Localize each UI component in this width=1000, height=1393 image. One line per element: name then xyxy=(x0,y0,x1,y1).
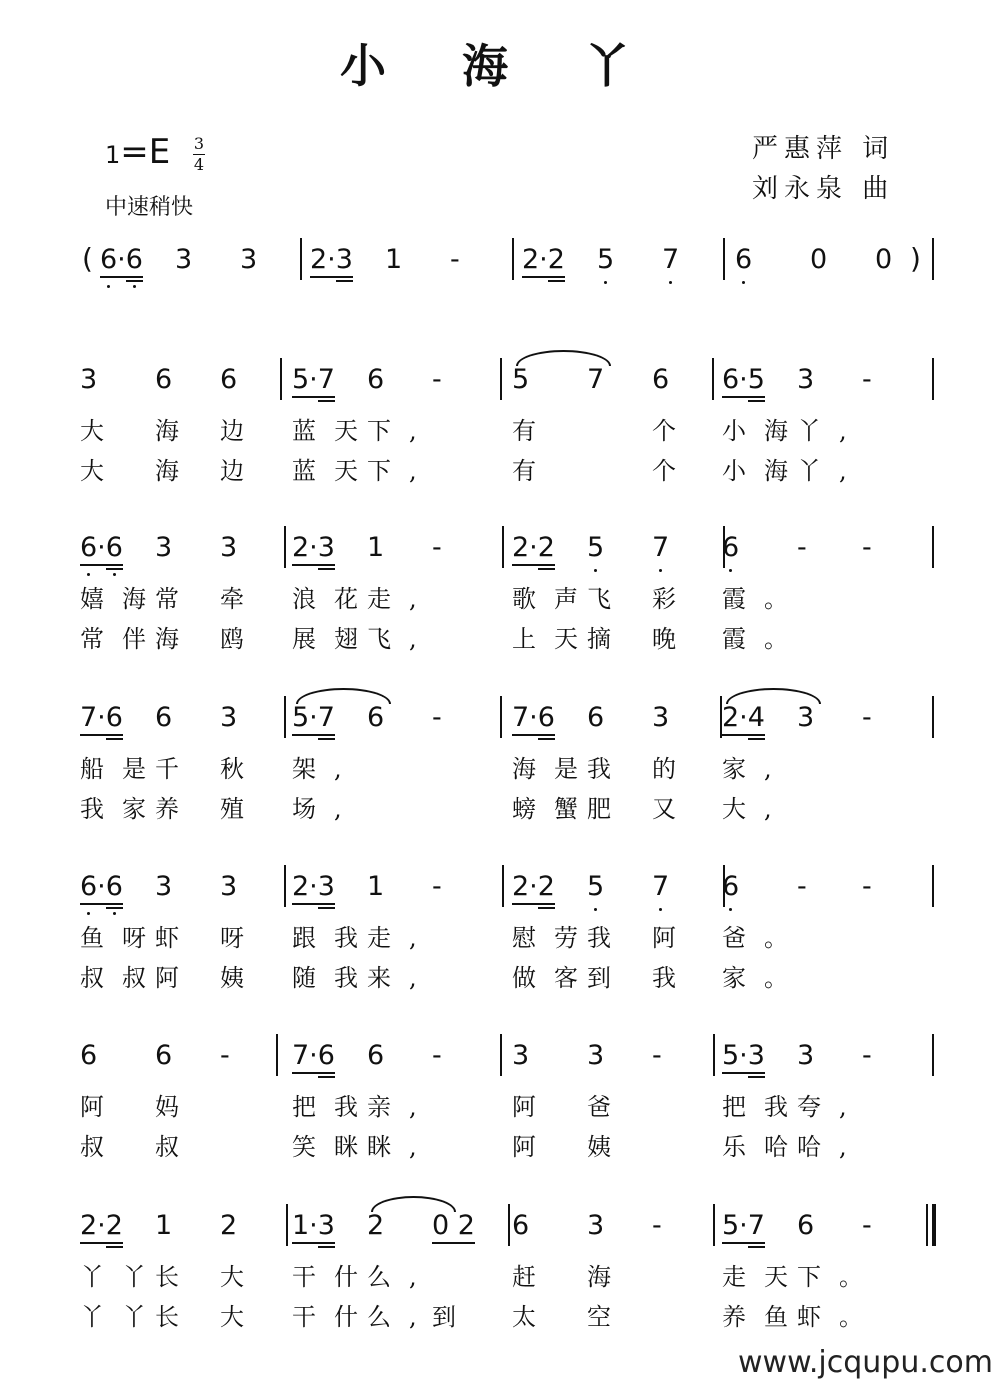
lyric-verse-2: 虾。 xyxy=(797,1303,881,1331)
lyric-verse-1: 亲, xyxy=(367,1093,435,1121)
lyric-verse-1: 鱼呀 xyxy=(80,924,164,952)
slur-tie xyxy=(296,688,391,704)
bar-line xyxy=(508,1204,510,1246)
lyric-verse-2: 养 xyxy=(155,795,197,823)
note: 2 xyxy=(220,1210,238,1241)
lyric-verse-1: 我 xyxy=(587,924,629,952)
note: 6·5 xyxy=(722,364,765,398)
note: 6·6 xyxy=(100,244,143,278)
score-row xyxy=(0,364,1000,510)
note: 5 xyxy=(587,871,605,902)
note: - xyxy=(862,871,872,902)
note: 6 xyxy=(797,1210,815,1241)
low-octave-dot xyxy=(113,573,116,576)
low-octave-dot xyxy=(594,569,597,572)
note: - xyxy=(432,871,442,902)
song-title: 小 海 丫 xyxy=(339,39,661,93)
note: 3 xyxy=(220,871,238,902)
note: 3 xyxy=(220,702,238,733)
lyric-verse-2: 鸥 xyxy=(220,625,262,653)
lyric-verse-2: 大, xyxy=(722,795,790,823)
bar-line xyxy=(500,696,502,738)
low-octave-dot xyxy=(87,912,90,915)
note: 6 xyxy=(722,532,740,563)
bar-line xyxy=(932,358,934,400)
bar-line xyxy=(932,696,934,738)
note: 7 xyxy=(652,871,670,902)
note: 7 xyxy=(662,244,680,275)
note: 5 xyxy=(597,244,615,275)
score-row xyxy=(0,702,1000,848)
key-one: 1 xyxy=(105,141,121,169)
lyric-verse-1: 爸 xyxy=(587,1093,629,1121)
lyric-verse-1: 边 xyxy=(220,417,262,445)
note: 3 xyxy=(175,244,193,275)
note: 5·3 xyxy=(722,1040,765,1074)
note: 2·2 xyxy=(80,1210,123,1244)
bar-line xyxy=(286,1204,288,1246)
sixteenth-underline xyxy=(748,400,765,402)
note: 0 2 xyxy=(432,1210,475,1244)
note: 1 xyxy=(155,1210,173,1241)
slur-tie xyxy=(371,1196,456,1212)
sixteenth-underline xyxy=(548,280,565,282)
note: 3 xyxy=(240,244,258,275)
sixteenth-underline xyxy=(748,1076,765,1078)
lyric-verse-2: 有 xyxy=(512,457,554,485)
bar-line xyxy=(300,238,302,280)
key-signature xyxy=(105,132,170,172)
note: 0 xyxy=(875,244,893,275)
note: 3 xyxy=(512,1040,530,1071)
bar-line xyxy=(932,865,934,907)
lyric-verse-2: 小海 xyxy=(722,457,806,485)
lyric-verse-2: 家。 xyxy=(722,964,806,992)
note: 3 xyxy=(587,1040,605,1071)
bar-line xyxy=(280,358,282,400)
note: - xyxy=(450,244,460,275)
lyric-verse-2: 肥 xyxy=(587,795,629,823)
note: 2·3 xyxy=(292,871,335,905)
lyric-verse-2: 做客 xyxy=(512,964,596,992)
low-octave-dot xyxy=(594,908,597,911)
sixteenth-underline xyxy=(748,1246,765,1248)
note: 5·7 xyxy=(292,702,335,736)
note: 2·3 xyxy=(292,532,335,566)
lyric-verse-1: 牵 xyxy=(220,585,262,613)
note: 1 xyxy=(385,244,403,275)
note: 3 xyxy=(652,702,670,733)
composer-credit: 刘永泉 曲 xyxy=(752,174,895,204)
bar-line xyxy=(284,865,286,907)
lyric-verse-1: 大 xyxy=(80,417,122,445)
note: 6 xyxy=(587,702,605,733)
lyric-verse-1: 丫, xyxy=(797,417,865,445)
note: 6 xyxy=(367,364,385,395)
lyric-verse-1: 霞。 xyxy=(722,585,806,613)
lyric-verse-1: 我 xyxy=(587,755,629,783)
note: - xyxy=(432,532,442,563)
sixteenth-underline xyxy=(318,568,335,570)
note: 3 xyxy=(80,364,98,395)
lyric-verse-2: 下, xyxy=(367,457,435,485)
lyric-verse-1: 把我 xyxy=(292,1093,376,1121)
lyric-verse-1: 个 xyxy=(652,417,694,445)
bar-line xyxy=(723,238,725,280)
note: - xyxy=(652,1040,662,1071)
note: - xyxy=(432,364,442,395)
note: 5 xyxy=(587,532,605,563)
note: 2·2 xyxy=(522,244,565,278)
note: 6 xyxy=(512,1210,530,1241)
bar-line xyxy=(502,865,504,907)
note: 3 xyxy=(220,532,238,563)
low-octave-dot xyxy=(659,908,662,911)
bar-line xyxy=(713,1204,715,1246)
lyric-verse-2: 大 xyxy=(220,1303,262,1331)
lyric-verse-2: 边 xyxy=(220,457,262,485)
lyric-verse-1: 海 xyxy=(155,417,197,445)
lyric-verse-2: 阿 xyxy=(512,1133,554,1161)
meter-bottom: 4 xyxy=(193,155,205,174)
lyric-verse-1: 长 xyxy=(155,1263,197,1291)
lyric-verse-1: 架, xyxy=(292,755,360,783)
note: 2·4 xyxy=(722,702,765,736)
note: 5 xyxy=(512,364,530,395)
lyric-verse-2: 飞, xyxy=(367,625,435,653)
note: 7·6 xyxy=(80,702,123,736)
lyric-verse-1: 船是 xyxy=(80,755,164,783)
lyric-verse-2: 丫, xyxy=(797,457,865,485)
note: 2 xyxy=(367,1210,385,1241)
lyric-verse-1: 丫丫 xyxy=(80,1263,164,1291)
lyric-verse-2: 空 xyxy=(587,1303,629,1331)
bar-line xyxy=(712,358,714,400)
note: 5·7 xyxy=(292,364,335,398)
lyric-verse-2: 笑眯 xyxy=(292,1133,376,1161)
sixteenth-underline xyxy=(538,738,555,740)
bar-line xyxy=(713,1034,715,1076)
lyric-verse-2: 长 xyxy=(155,1303,197,1331)
note: - xyxy=(862,702,872,733)
note: 7 xyxy=(652,532,670,563)
bar-line xyxy=(500,358,502,400)
lyric-verse-2: 个 xyxy=(652,457,694,485)
lyric-verse-1: 阿 xyxy=(652,924,694,952)
lyric-verse-1: 赶 xyxy=(512,1263,554,1291)
time-signature xyxy=(193,134,205,175)
lyric-verse-2: 叔 xyxy=(155,1133,197,1161)
bar-line xyxy=(502,526,504,568)
low-octave-dot xyxy=(107,285,110,288)
note: - xyxy=(220,1040,230,1071)
lyric-verse-2: 蓝天 xyxy=(292,457,376,485)
lyric-verse-2: 我家 xyxy=(80,795,164,823)
open-paren: ( xyxy=(82,242,93,275)
note: 3 xyxy=(155,532,173,563)
lyric-verse-2: 随我 xyxy=(292,964,376,992)
low-octave-dot xyxy=(604,281,607,284)
lyric-verse-2: 叔叔 xyxy=(80,964,164,992)
final-double-bar xyxy=(926,1204,936,1246)
bar-line xyxy=(512,238,514,280)
note: 7·6 xyxy=(292,1040,335,1074)
note: - xyxy=(862,364,872,395)
note: 7 xyxy=(587,364,605,395)
note: 6 xyxy=(367,702,385,733)
score-row xyxy=(0,871,1000,1017)
lyric-verse-1: 阿 xyxy=(512,1093,554,1121)
lyric-verse-1: 的 xyxy=(652,755,694,783)
lyric-verse-1: 飞 xyxy=(587,585,629,613)
low-octave-dot xyxy=(87,573,90,576)
note: - xyxy=(862,1040,872,1071)
lyric-verse-1: 嬉海 xyxy=(80,585,164,613)
lyric-verse-1: 海 xyxy=(587,1263,629,1291)
sixteenth-underline xyxy=(538,907,555,909)
lyric-verse-1: 走天 xyxy=(722,1263,806,1291)
lyric-verse-1: 浪花 xyxy=(292,585,376,613)
lyric-verse-2: 霞。 xyxy=(722,625,806,653)
sixteenth-underline xyxy=(748,738,765,740)
lyric-verse-1: 下, xyxy=(367,417,435,445)
sixteenth-underline xyxy=(106,907,123,909)
watermark: www.jcqupu.com xyxy=(738,1345,993,1380)
score-row xyxy=(0,1040,1000,1186)
low-octave-dot xyxy=(133,285,136,288)
lyric-verse-2: 丫丫 xyxy=(80,1303,164,1331)
lyric-verse-2: 哈, xyxy=(797,1133,865,1161)
note: 6 xyxy=(722,871,740,902)
sixteenth-underline xyxy=(318,1076,335,1078)
bar-line xyxy=(932,238,934,280)
sixteenth-underline xyxy=(318,400,335,402)
note: 1 xyxy=(367,532,385,563)
note: 6 xyxy=(155,364,173,395)
bar-line xyxy=(276,1034,278,1076)
lyric-verse-1: 歌声 xyxy=(512,585,596,613)
lyric-verse-2: 上天 xyxy=(512,625,596,653)
lyric-verse-2: 太 xyxy=(512,1303,554,1331)
lyric-verse-1: 走, xyxy=(367,924,435,952)
low-octave-dot xyxy=(669,281,672,284)
lyric-verse-1: 么, xyxy=(367,1263,435,1291)
close-paren: ) xyxy=(910,242,921,275)
lyric-verse-2: 又 xyxy=(652,795,694,823)
low-octave-dot xyxy=(113,912,116,915)
sixteenth-underline xyxy=(318,907,335,909)
bar-line xyxy=(932,526,934,568)
note: 3 xyxy=(797,702,815,733)
note: 6 xyxy=(367,1040,385,1071)
lyric-verse-2: 海 xyxy=(155,457,197,485)
lyricist-credit: 严惠萍 词 xyxy=(752,134,895,164)
lyric-verse-2: 叔 xyxy=(80,1133,122,1161)
sixteenth-underline xyxy=(106,568,123,570)
sixteenth-underline xyxy=(318,1246,335,1248)
lyric-verse-1: 小海 xyxy=(722,417,806,445)
lyric-verse-2: 姨 xyxy=(220,964,262,992)
sixteenth-underline xyxy=(106,1246,123,1248)
score-row xyxy=(0,1210,1000,1356)
note: - xyxy=(862,1210,872,1241)
note: 3 xyxy=(587,1210,605,1241)
lyric-verse-2: 到 xyxy=(432,1303,474,1331)
lyric-verse-1: 呀 xyxy=(220,924,262,952)
note: 0 xyxy=(810,244,828,275)
bar-line xyxy=(284,696,286,738)
lyric-verse-2: 干什 xyxy=(292,1303,376,1331)
note: 7·6 xyxy=(512,702,555,736)
lyric-verse-1: 爸。 xyxy=(722,924,806,952)
tempo-marking: 中速稍快 xyxy=(105,195,194,220)
lyric-verse-2: 养鱼 xyxy=(722,1303,806,1331)
low-octave-dot xyxy=(729,569,732,572)
slur-tie xyxy=(726,688,821,704)
note: 6 xyxy=(735,244,753,275)
lyric-verse-1: 秋 xyxy=(220,755,262,783)
note: 6·6 xyxy=(80,532,123,566)
note: - xyxy=(652,1210,662,1241)
sixteenth-underline xyxy=(318,738,335,740)
note: 3 xyxy=(797,364,815,395)
note: 1 xyxy=(367,871,385,902)
note: 6 xyxy=(155,702,173,733)
lyric-verse-2: 螃蟹 xyxy=(512,795,596,823)
sixteenth-underline xyxy=(106,738,123,740)
sixteenth-underline xyxy=(538,568,555,570)
lyric-verse-2: 我 xyxy=(652,964,694,992)
note: 5·7 xyxy=(722,1210,765,1244)
lyric-verse-2: 乐哈 xyxy=(722,1133,806,1161)
note: 1·3 xyxy=(292,1210,335,1244)
note: 3 xyxy=(797,1040,815,1071)
lyric-verse-2: 殖 xyxy=(220,795,262,823)
note: 6 xyxy=(155,1040,173,1071)
bar-line xyxy=(500,1034,502,1076)
note: - xyxy=(797,871,807,902)
lyric-verse-2: 海 xyxy=(155,625,197,653)
lyric-verse-1: 家, xyxy=(722,755,790,783)
lyric-verse-1: 蓝天 xyxy=(292,417,376,445)
note: - xyxy=(432,1040,442,1071)
sixteenth-underline xyxy=(126,280,143,282)
sixteenth-underline xyxy=(336,280,353,282)
lyric-verse-1: 大 xyxy=(220,1263,262,1291)
lyric-verse-2: 常伴 xyxy=(80,625,164,653)
lyric-verse-2: 眯, xyxy=(367,1133,435,1161)
lyric-verse-1: 跟我 xyxy=(292,924,376,952)
lyric-verse-1: 千 xyxy=(155,755,197,783)
low-octave-dot xyxy=(729,908,732,911)
note: 6·6 xyxy=(80,871,123,905)
lyric-verse-1: 干什 xyxy=(292,1263,376,1291)
lyric-verse-1: 阿 xyxy=(80,1093,122,1121)
note: 2·2 xyxy=(512,871,555,905)
lyric-verse-2: 姨 xyxy=(587,1133,629,1161)
lyric-verse-1: 海是 xyxy=(512,755,596,783)
lyric-verse-1: 常 xyxy=(155,585,197,613)
lyric-verse-1: 慰劳 xyxy=(512,924,596,952)
note: 3 xyxy=(155,871,173,902)
bar-line xyxy=(932,1034,934,1076)
note: 2·2 xyxy=(512,532,555,566)
score-row xyxy=(0,532,1000,678)
note: - xyxy=(432,702,442,733)
lyric-verse-2: 么, xyxy=(367,1303,435,1331)
note: - xyxy=(797,532,807,563)
lyric-verse-2: 场, xyxy=(292,795,360,823)
bar-line xyxy=(284,526,286,568)
note: 6 xyxy=(220,364,238,395)
lyric-verse-2: 展翅 xyxy=(292,625,376,653)
lyric-verse-2: 大 xyxy=(80,457,122,485)
lyric-verse-2: 来, xyxy=(367,964,435,992)
lyric-verse-1: 走, xyxy=(367,585,435,613)
note: 2·3 xyxy=(310,244,353,278)
lyric-verse-2: 到 xyxy=(587,964,629,992)
note: 6 xyxy=(80,1040,98,1071)
note: - xyxy=(862,532,872,563)
key-eq: =E xyxy=(120,132,171,172)
lyric-verse-2: 阿 xyxy=(155,964,197,992)
lyric-verse-2: 摘 xyxy=(587,625,629,653)
lyric-verse-1: 把我 xyxy=(722,1093,806,1121)
lyric-verse-2: 晚 xyxy=(652,625,694,653)
lyric-verse-1: 下。 xyxy=(797,1263,881,1291)
lyric-verse-1: 虾 xyxy=(155,924,197,952)
lyric-verse-1: 妈 xyxy=(155,1093,197,1121)
lyric-verse-1: 彩 xyxy=(652,585,694,613)
lyric-verse-1: 夸, xyxy=(797,1093,865,1121)
low-octave-dot xyxy=(742,281,745,284)
lyric-verse-1: 有 xyxy=(512,417,554,445)
low-octave-dot xyxy=(659,569,662,572)
meter-top: 3 xyxy=(193,134,205,153)
note: 6 xyxy=(652,364,670,395)
